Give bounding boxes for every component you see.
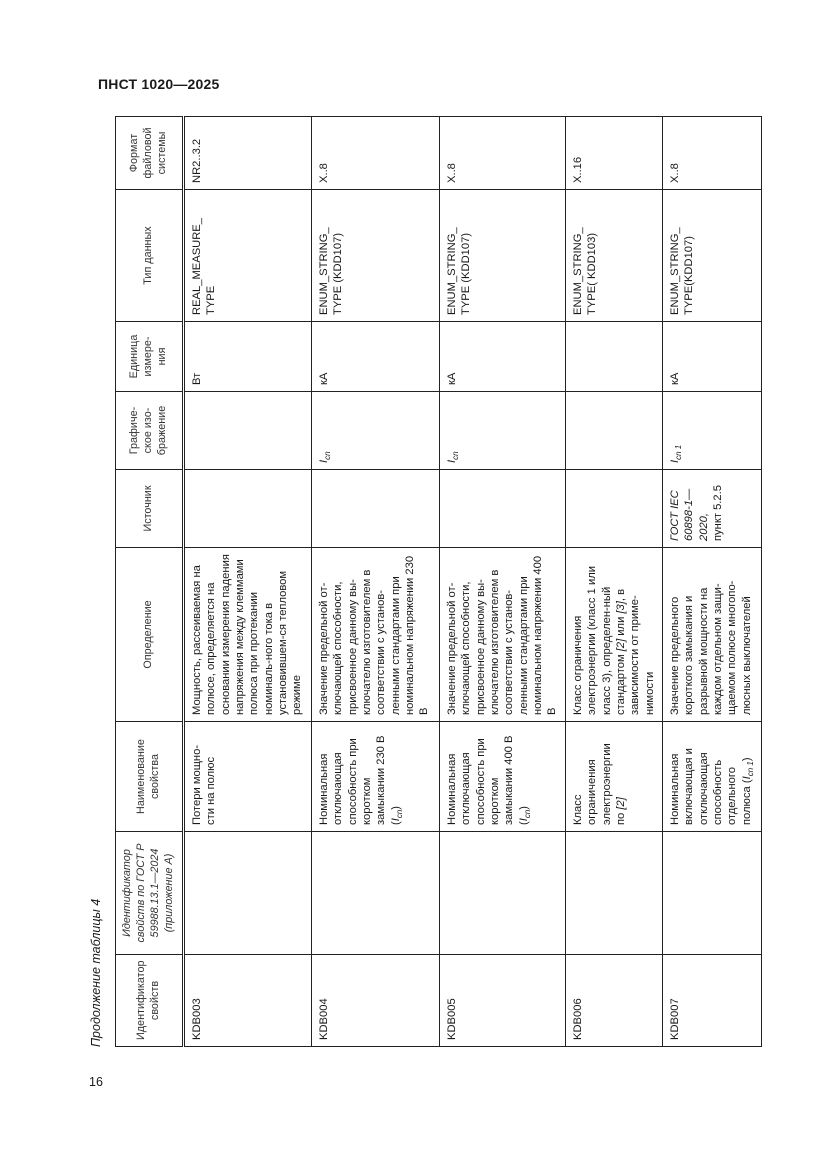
table-row (662, 117, 761, 1047)
column-header-definition: Определение (116, 548, 184, 722)
cell-source (312, 470, 440, 548)
table-row (440, 117, 566, 1047)
cell-gost-id (184, 832, 312, 955)
cell-unit: кА (312, 322, 440, 392)
page-number: 16 (89, 1075, 103, 1089)
column-header-format: Формат файловой системы (116, 117, 184, 190)
cell-id: KDB004 (312, 955, 440, 1047)
cell-data-type: ENUM_STRING_ TYPE (KDD107) (440, 190, 566, 322)
cell-format: NR2..3.2 (184, 117, 312, 190)
cell-source (184, 470, 312, 548)
table-row (566, 117, 663, 1047)
cell-source (440, 470, 566, 548)
cell-unit (566, 322, 663, 392)
cell-data-type: REAL_MEASURE_ TYPE (184, 190, 312, 322)
column-header-unit: Единица измере-ния (116, 322, 184, 392)
cell-definition: Значение предельного короткого замыкания и разрывной мощности на каждом отдельном защи-щаемом полюсе многопо-люсных выключателей (662, 548, 761, 722)
cell-id: KDB005 (440, 955, 566, 1047)
document-header-title: ПНСТ 1020—2025 (98, 76, 220, 92)
cell-name: Класс ограничения электроэнергии по [2] (566, 722, 663, 832)
column-header-id: Идентификатор свойств (116, 955, 184, 1047)
cell-definition: Класс ограничения электроэнергии (класс 1 или класс 3), определен-ный стандартом [2] или [3], в зависимости от приме-нимости (566, 548, 663, 722)
cell-definition: Мощность, рассеиваемая на полюсе, определяется на основании измерения падения напряжения между клеммами полюса при протекании номиналь-ного тока в установившем-ся тепловом режиме (184, 548, 312, 722)
cell-format: X..8 (662, 117, 761, 190)
table-caption: Продолжение таблицы 4 (89, 898, 103, 1047)
cell-name: Потери мощно-сти на полюс (184, 722, 312, 832)
cell-unit: кА (440, 322, 566, 392)
cell-data-type: ENUM_STRING_ TYPE(KDD107) (662, 190, 761, 322)
table-row (184, 117, 312, 1047)
cell-id: KDB006 (566, 955, 663, 1047)
cell-gost-id (566, 832, 663, 955)
column-header-data-type: Тип данных (116, 190, 184, 322)
cell-gost-id (662, 832, 761, 955)
cell-source (566, 470, 663, 548)
column-header-gost-id: Идентификатор свойств по ГОСТ Р 59988.13.1—2024 (приложение А) (116, 832, 184, 955)
cell-name: Номинальная отключающая способность при коротком замыкании 230 В $(I_{сn})$ (312, 722, 440, 832)
table-row (312, 117, 440, 1047)
cell-id: KDB003 (184, 955, 312, 1047)
rotated-table-block (89, 117, 762, 1089)
cell-data-type: ENUM_STRING_ TYPE( KDD103) (566, 190, 663, 322)
cell-format: X..8 (312, 117, 440, 190)
cell-source: ГОСТ IEC 60898-1— 2020, пункт 5.2.5 (662, 470, 761, 548)
column-header-source: Источник (116, 470, 184, 548)
cell-name: Номинальная отключающая способность при коротком замыкании 400 В $(I_{сn})$ (440, 722, 566, 832)
cell-data-type: ENUM_STRING_ TYPE (KDD107) (312, 190, 440, 322)
cell-unit: Вт (184, 322, 312, 392)
cell-graphic: $I_{сn 1}$ (662, 392, 761, 470)
column-header-graphic: Графиче-ское изо-бражение (116, 392, 184, 470)
cell-gost-id (440, 832, 566, 955)
cell-definition: Значение предельной от-ключающей способности, присвоенное данному вы-ключателю изготовителем в соответствии с установ-ленными стандартами при номинальном напряжении 230 В (312, 548, 440, 722)
cell-graphic: $I_{сn}$ (440, 392, 566, 470)
cell-id: KDB007 (662, 955, 761, 1047)
cell-graphic: $I_{сn}$ (312, 392, 440, 470)
cell-graphic (184, 392, 312, 470)
cell-unit: кА (662, 322, 761, 392)
cell-format: X..16 (566, 117, 663, 190)
cell-graphic (566, 392, 663, 470)
cell-name: Номинальная включающая и отключающая способность отдельного полюса $(I_{сn 1})$ (662, 722, 761, 832)
cell-gost-id (312, 832, 440, 955)
cell-format: X..8 (440, 117, 566, 190)
table-header-row (116, 117, 184, 1047)
cell-definition: Значение предельной от-ключающей способности, присвоенное данному вы-ключателю изготовителем в соответствии с установ-ленными стандартами при номинальном напряжении 400 В (440, 548, 566, 722)
properties-table (115, 116, 762, 1047)
column-header-name: Наименование свойства (116, 722, 184, 832)
